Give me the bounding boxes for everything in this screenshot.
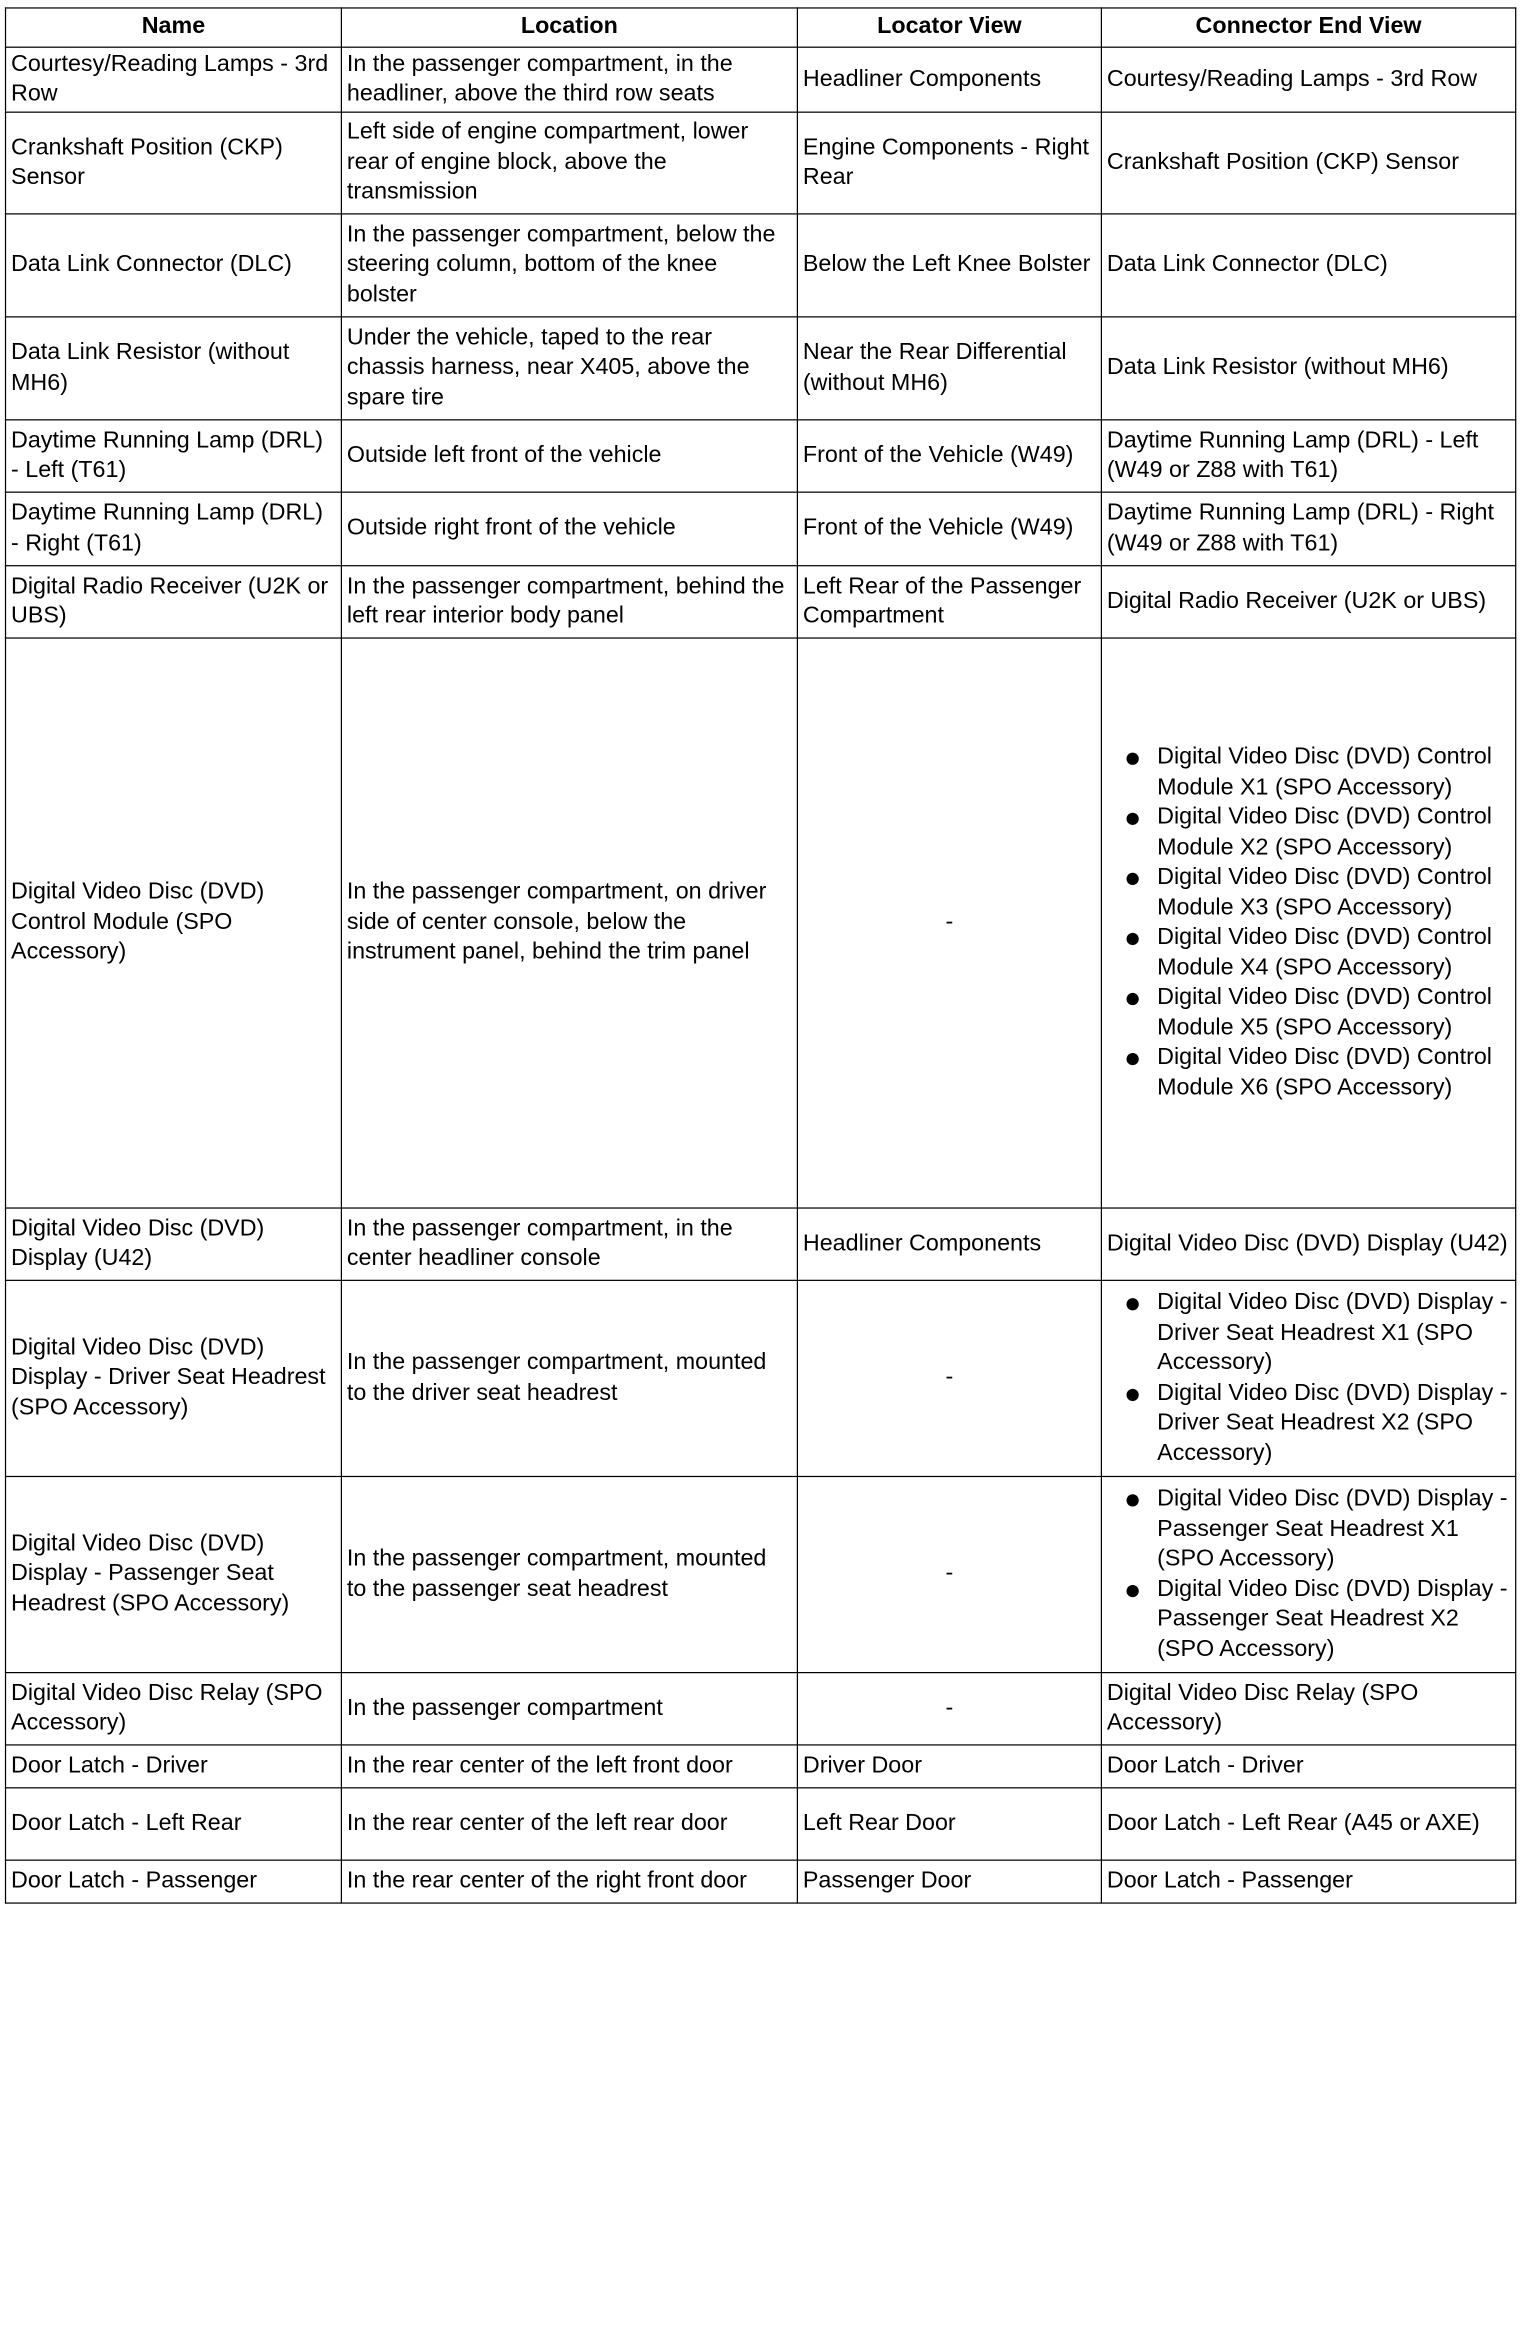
- locator-view-cell: Headliner Components: [797, 1208, 1101, 1280]
- connector-label: Digital Video Disc (DVD) Display - Driver Seat Headrest X2 (SPO Accessory): [1157, 1379, 1508, 1466]
- table-row: [6, 1476, 1516, 1672]
- connector-end-view-cell: Digital Radio Receiver (U2K or UBS): [1101, 566, 1515, 638]
- name-cell: Digital Video Disc (DVD) Display - Driver Seat Headrest (SPO Accessory): [6, 1280, 342, 1476]
- locator-view-cell: Near the Rear Differential (without MH6): [797, 317, 1101, 420]
- list-item: [1107, 743, 1510, 803]
- connector-end-view-cell: Data Link Resistor (without MH6): [1101, 317, 1515, 420]
- table-row: [6, 638, 1516, 1208]
- bullet-icon: [1127, 1584, 1139, 1596]
- bullet-icon: [1127, 753, 1139, 765]
- locator-view-cell: Driver Door: [797, 1745, 1101, 1788]
- location-cell: In the passenger compartment, in the center headliner console: [341, 1208, 797, 1280]
- table-row: [6, 112, 1516, 214]
- name-cell: Digital Video Disc (DVD) Display - Passenger Seat Headrest (SPO Accessory): [6, 1476, 342, 1672]
- connector-end-view-cell: Digital Video Disc (DVD) Display (U42): [1101, 1208, 1515, 1280]
- bullet-icon: [1127, 933, 1139, 945]
- name-cell: Digital Video Disc (DVD) Display (U42): [6, 1208, 342, 1280]
- location-cell: In the passenger compartment, behind the left rear interior body panel: [341, 566, 797, 638]
- connector-end-view-cell: Digital Video Disc Relay (SPO Accessory): [1101, 1673, 1515, 1745]
- table-row: [6, 492, 1516, 566]
- name-cell: Digital Video Disc Relay (SPO Accessory): [6, 1673, 342, 1745]
- bullet-icon: [1127, 993, 1139, 1005]
- table-row: [6, 1860, 1516, 1903]
- location-cell: In the passenger compartment, below the steering column, bottom of the knee bolster: [341, 214, 797, 317]
- locator-view-cell: Engine Components - Right Rear: [797, 112, 1101, 214]
- list-item: [1107, 1575, 1510, 1665]
- table-row: [6, 1208, 1516, 1280]
- connector-end-view-cell: Data Link Connector (DLC): [1101, 214, 1515, 317]
- connector-label: Digital Video Disc (DVD) Control Module X4 (SPO Accessory): [1157, 924, 1492, 981]
- locator-view-cell: Front of the Vehicle (W49): [797, 420, 1101, 492]
- locator-view-cell: Front of the Vehicle (W49): [797, 492, 1101, 566]
- connector-label: Digital Video Disc (DVD) Control Module X2 (SPO Accessory): [1157, 804, 1492, 860]
- locator-view-cell: Below the Left Knee Bolster: [797, 214, 1101, 317]
- bullet-icon: [1127, 1388, 1139, 1400]
- connector-list: [1107, 1288, 1510, 1468]
- connector-end-view-cell: Crankshaft Position (CKP) Sensor: [1101, 112, 1515, 214]
- list-item: [1107, 1288, 1510, 1378]
- connector-label: Digital Video Disc (DVD) Control Module X6 (SPO Accessory): [1157, 1044, 1492, 1101]
- name-cell: Data Link Connector (DLC): [6, 214, 342, 317]
- connector-end-view-cell: [1101, 1476, 1515, 1672]
- bullet-icon: [1127, 873, 1139, 885]
- location-cell: In the passenger compartment, mounted to the passenger seat headrest: [341, 1476, 797, 1672]
- locator-view-cell: -: [797, 638, 1101, 1208]
- connector-list: [1107, 743, 1510, 1103]
- column-header-location: Location: [341, 8, 797, 47]
- name-cell: Door Latch - Left Rear: [6, 1788, 342, 1860]
- table-row: [6, 420, 1516, 492]
- column-header-locator-view: Locator View: [797, 8, 1101, 47]
- locator-view-cell: Left Rear of the Passenger Compartment: [797, 566, 1101, 638]
- list-item: [1107, 1484, 1510, 1574]
- table-row: [6, 1788, 1516, 1860]
- list-item: [1107, 923, 1510, 983]
- locator-view-cell: Passenger Door: [797, 1860, 1101, 1903]
- name-cell: Daytime Running Lamp (DRL) - Left (T61): [6, 420, 342, 492]
- list-item: [1107, 803, 1510, 863]
- locator-view-cell: Left Rear Door: [797, 1788, 1101, 1860]
- bullet-icon: [1127, 1494, 1139, 1506]
- location-cell: Under the vehicle, taped to the rear chassis harness, near X405, above the spare tire: [341, 317, 797, 420]
- list-item: [1107, 1378, 1510, 1468]
- location-cell: In the passenger compartment, mounted to the driver seat headrest: [341, 1280, 797, 1476]
- name-cell: Digital Radio Receiver (U2K or UBS): [6, 566, 342, 638]
- location-cell: Left side of engine compartment, lower rear of engine block, above the transmission: [341, 112, 797, 214]
- connector-end-view-cell: Daytime Running Lamp (DRL) - Right (W49 or Z88 with T61): [1101, 492, 1515, 566]
- connector-end-view-cell: Door Latch - Passenger: [1101, 1860, 1515, 1903]
- name-cell: Door Latch - Passenger: [6, 1860, 342, 1903]
- table-row: [6, 1745, 1516, 1788]
- location-cell: Outside right front of the vehicle: [341, 492, 797, 566]
- location-cell: Outside left front of the vehicle: [341, 420, 797, 492]
- connector-end-view-cell: Door Latch - Left Rear (A45 or AXE): [1101, 1788, 1515, 1860]
- locator-view-cell: -: [797, 1673, 1101, 1745]
- list-item: [1107, 983, 1510, 1043]
- connector-label: Digital Video Disc (DVD) Control Module X1 (SPO Accessory): [1157, 744, 1492, 800]
- column-header-name: Name: [6, 8, 342, 47]
- bullet-icon: [1127, 1053, 1139, 1065]
- header-row: [6, 8, 1516, 47]
- table-row: [6, 1673, 1516, 1745]
- location-cell: In the rear center of the right front door: [341, 1860, 797, 1903]
- table-row: [6, 214, 1516, 317]
- table-row: [6, 566, 1516, 638]
- name-cell: Crankshaft Position (CKP) Sensor: [6, 112, 342, 214]
- locator-view-cell: -: [797, 1280, 1101, 1476]
- connector-location-table: [5, 7, 1516, 1903]
- locator-view-cell: Headliner Components: [797, 47, 1101, 112]
- connector-end-view-cell: Daytime Running Lamp (DRL) - Left (W49 or Z88 with T61): [1101, 420, 1515, 492]
- column-header-connector-end-view: Connector End View: [1101, 8, 1515, 47]
- connector-end-view-cell: [1101, 638, 1515, 1208]
- connector-end-view-cell: [1101, 1280, 1515, 1476]
- location-cell: In the rear center of the left rear door: [341, 1788, 797, 1860]
- connector-list: [1107, 1484, 1510, 1664]
- location-cell: In the rear center of the left front door: [341, 1745, 797, 1788]
- name-cell: Digital Video Disc (DVD) Control Module (SPO Accessory): [6, 638, 342, 1208]
- connector-label: Digital Video Disc (DVD) Display - Passenger Seat Headrest X2 (SPO Accessory): [1157, 1575, 1508, 1662]
- table-row: [6, 47, 1516, 112]
- list-item: [1107, 1043, 1510, 1103]
- location-cell: In the passenger compartment: [341, 1673, 797, 1745]
- connector-label: Digital Video Disc (DVD) Display - Driver Seat Headrest X1 (SPO Accessory): [1157, 1289, 1508, 1376]
- location-cell: In the passenger compartment, on driver side of center console, below the instrument panel, behind the trim panel: [341, 638, 797, 1208]
- bullet-icon: [1127, 813, 1139, 825]
- location-cell: In the passenger compartment, in the headliner, above the third row seats: [341, 47, 797, 112]
- bullet-icon: [1127, 1298, 1139, 1310]
- name-cell: Door Latch - Driver: [6, 1745, 342, 1788]
- connector-label: Digital Video Disc (DVD) Control Module X5 (SPO Accessory): [1157, 984, 1492, 1041]
- connector-end-view-cell: Door Latch - Driver: [1101, 1745, 1515, 1788]
- table-row: [6, 317, 1516, 420]
- connector-end-view-cell: Courtesy/Reading Lamps - 3rd Row: [1101, 47, 1515, 112]
- name-cell: Data Link Resistor (without MH6): [6, 317, 342, 420]
- table-row: [6, 1280, 1516, 1476]
- locator-view-cell: -: [797, 1476, 1101, 1672]
- name-cell: Daytime Running Lamp (DRL) - Right (T61): [6, 492, 342, 566]
- connector-label: Digital Video Disc (DVD) Control Module X3 (SPO Accessory): [1157, 864, 1492, 920]
- connector-label: Digital Video Disc (DVD) Display - Passenger Seat Headrest X1 (SPO Accessory): [1157, 1485, 1508, 1572]
- list-item: [1107, 863, 1510, 923]
- name-cell: Courtesy/Reading Lamps - 3rd Row: [6, 47, 342, 112]
